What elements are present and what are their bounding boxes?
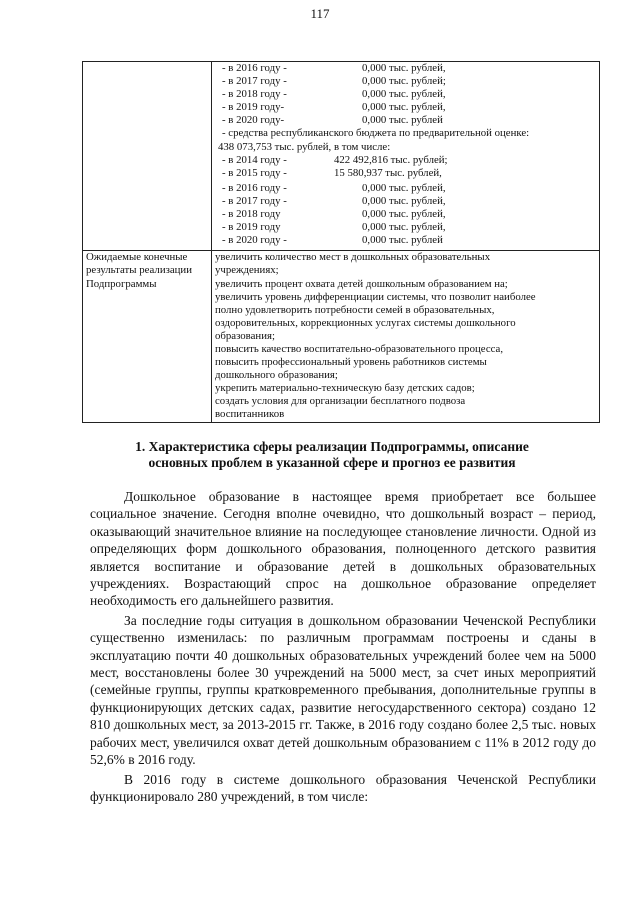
financing-line: - в 2020 году- 0,000 тыс. рублей xyxy=(222,114,443,127)
financing-cell xyxy=(212,62,600,251)
result-line: увеличить уровень дифференциации системы, что позволит наиболее xyxy=(215,290,536,303)
result-line: оздоровительных, коррекционных услугах системы дошкольного xyxy=(215,316,516,329)
result-line: дошкольного образования; xyxy=(215,369,338,382)
paragraph: За последние годы ситуация в дошкольном образовании Чеченской Республики существенно изменилась: по различным программам построены и сданы в эксплуатацию почти 40 дошкольных образовательных учреждений более чем на 5000 мест, восстановлены более 30 учреждений на 5000 мест, за счет иных мероприятий (семейные группы, группы кратковременного пребывания, дополнительные группы в функционирующих детских садах, развитие негосударственного сектора) создано 12 810 дошкольных мест, за 2013-2015 гг. Также, в 2016 году создано более 2,5 тыс. новых рабочих мест, увеличился охват детей дошкольным образованием с 11% в 2012 году до 52,6% в 2016 году. xyxy=(90,612,596,768)
expected-results-label: Ожидаемые конечные результаты реализации Подпрограммы xyxy=(83,251,212,422)
result-line: увеличить количество мест в дошкольных образовательных xyxy=(215,251,491,264)
financing-line: - в 2017 году - 0,000 тыс. рублей; xyxy=(222,75,446,88)
result-line: создать условия для организации бесплатного подвоза xyxy=(215,395,466,408)
result-line: повысить качество воспитательно-образовательного процесса, xyxy=(215,342,504,355)
result-line: образования; xyxy=(215,329,275,342)
paragraph: Дошкольное образование в настоящее время приобретает все большее социальное значение. Сегодня вполне очевидно, что дошкольный возраст – период, оказывающий значительное влияние на последующее становление личности. Одной из определяющих форм дошкольного образования, полноценного детского развития является воспитание и образование детей в дошкольных образовательных учреждениях. Возрастающий спрос на дошкольное образование определяет необходимость его дальнейшего развития. xyxy=(90,489,596,609)
result-line: воспитанников xyxy=(215,408,285,421)
republic-budget-line: - средства республиканского бюджета по предварительной оценке: xyxy=(222,127,530,140)
result-line: полно удовлетворить потребности семей в образовательных, xyxy=(215,303,495,316)
result-line: повысить профессиональный уровень работников системы xyxy=(215,356,487,369)
financing-line: - в 2018 году - 0,000 тыс. рублей, xyxy=(222,88,446,101)
financing-line: - в 2019 году- 0,000 тыс. рублей, xyxy=(222,101,446,114)
financing-line: - в 2014 году - 422 492,816 тыс. рублей; xyxy=(222,153,448,166)
financing-line: - в 2019 году 0,000 тыс. рублей, xyxy=(222,221,446,234)
result-line: учреждениях; xyxy=(215,264,279,277)
section-title-line: основных проблем в указанной сфере и прогноз ее развития xyxy=(148,455,516,470)
expected-results-cell xyxy=(212,251,600,422)
financing-line: - в 2017 году - 0,000 тыс. рублей, xyxy=(222,194,446,207)
financing-line: - в 2018 году 0,000 тыс. рублей, xyxy=(222,208,446,221)
table-row-expected-results xyxy=(83,251,600,422)
financing-line: - в 2016 году - 0,000 тыс. рублей, xyxy=(222,181,446,194)
result-line: укрепить материально-техническую базу детских садов; xyxy=(215,382,475,395)
financing-line: - в 2016 году - 0,000 тыс. рублей, xyxy=(222,62,446,74)
financing-line: - в 2020 году - 0,000 тыс. рублей xyxy=(222,234,443,247)
section-title xyxy=(92,439,572,471)
financing-label-cell xyxy=(83,62,212,251)
body-text xyxy=(90,488,596,805)
subprogram-passport-table xyxy=(82,61,600,423)
paragraph: В 2016 году в системе дошкольного образования Чеченской Республики функционировало 280 учреждений, в том числе: xyxy=(90,771,596,804)
result-line: увеличить процент охвата детей дошкольным образованием на; xyxy=(215,277,508,290)
page-number: 117 xyxy=(310,6,330,21)
financing-line: - в 2015 году - 15 580,937 тыс. рублей, xyxy=(222,166,442,179)
table-row-financing xyxy=(83,62,600,251)
republic-budget-total: 438 073,753 тыс. рублей, в том числе: xyxy=(218,140,391,153)
section-title-line: 1. Характеристика сферы реализации Подпрограммы, описание xyxy=(135,439,529,454)
